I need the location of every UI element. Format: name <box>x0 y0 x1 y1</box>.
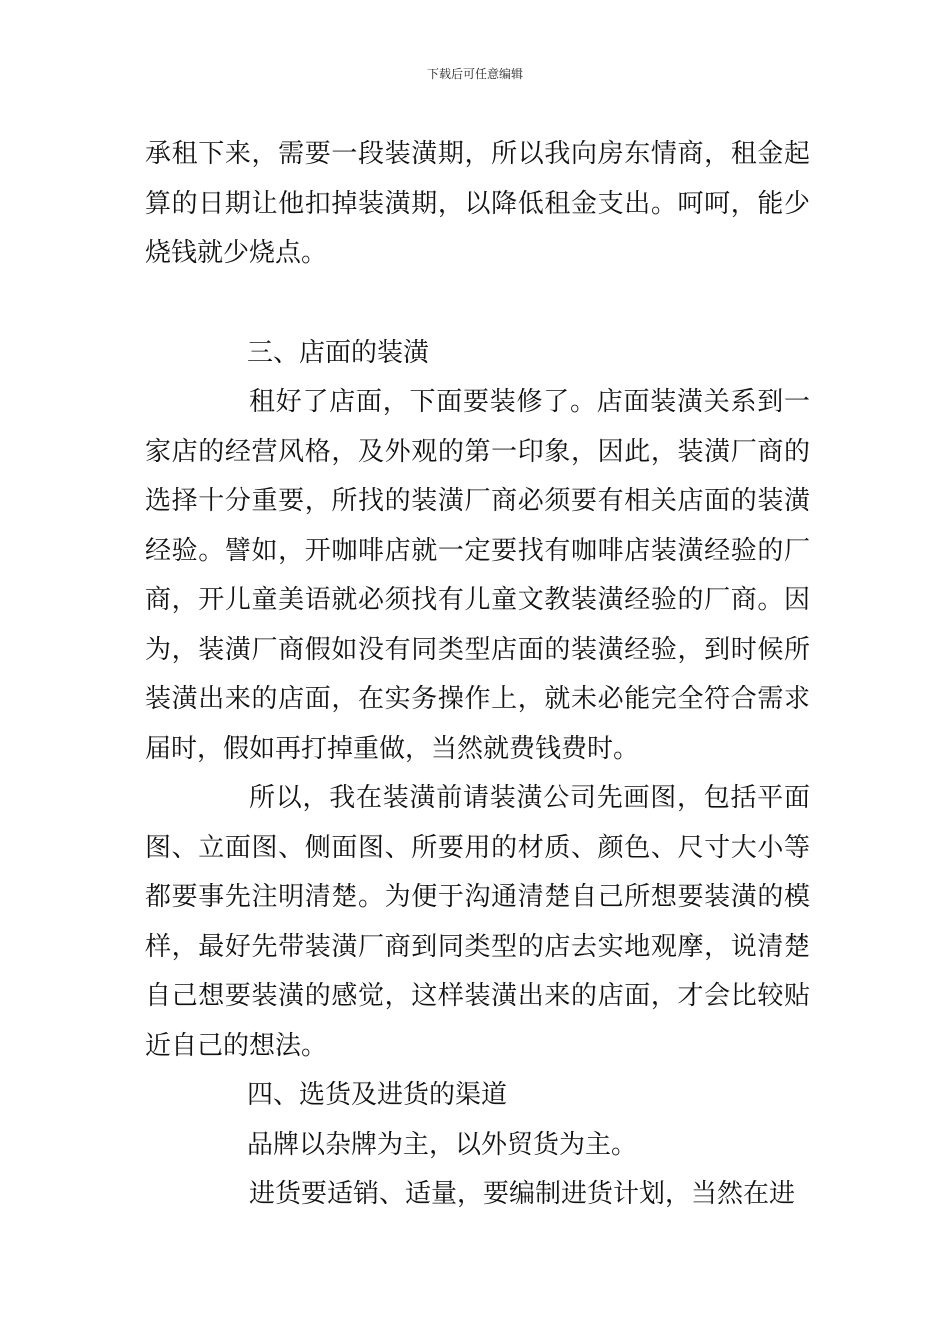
paragraph-decoration-vendor: 租好了店面，下面要装修了。店面装潢关系到一家店的经营风格，及外观的第一印象，因此，装潢厂商的选择十分重要，所找的装潢厂商必须要有相关店面的装潢经验。譬如，开咖啡店就一定要找有咖啡店装潢经验的厂商，开儿童美语就必须找有儿童文教装潢经验的厂商。因为，装潢厂商假如没有同类型店面的装潢经验，到时候所装潢出来的店面，在实务操作上，就未必能完全符合需求届时，假如再打掉重做，当然就费钱费时。 <box>145 387 810 764</box>
section-heading-purchasing: 四、选货及进货的渠道 <box>247 1080 508 1110</box>
paragraph-brands: 品牌以杂牌为主，以外贸货为主。 <box>247 1129 638 1160</box>
paragraph-gap <box>145 279 810 329</box>
paragraph-lease: 承租下来，需要一段装潢期，所以我向房东情商，租金起算的日期让他扣掉装潢期，以降低租金支出。呵呵，能少烧钱就少烧点。 <box>145 139 810 268</box>
document-body <box>145 130 810 1220</box>
section-heading-decoration: 三、店面的装潢 <box>247 337 430 368</box>
page-header-note: 下载后可任意编辑 <box>426 67 523 81</box>
paragraph-decoration-plan: 所以，我在装潢前请装潢公司先画图，包括平面图、立面图、侧面图、所要用的材质、颜色、尺寸大小等都要事先注明清楚。为便于沟通清楚自己所想要装潢的模样，最好先带装潢厂商到同类型的店去实地观摩，说清楚自己想要装潢的感觉，这样装潢出来的店面，才会比较贴近自己的想法。 <box>145 783 810 1061</box>
paragraph-purchasing-plan: 进货要适销、适量，要编制进货计划，当然在进 <box>249 1179 796 1209</box>
